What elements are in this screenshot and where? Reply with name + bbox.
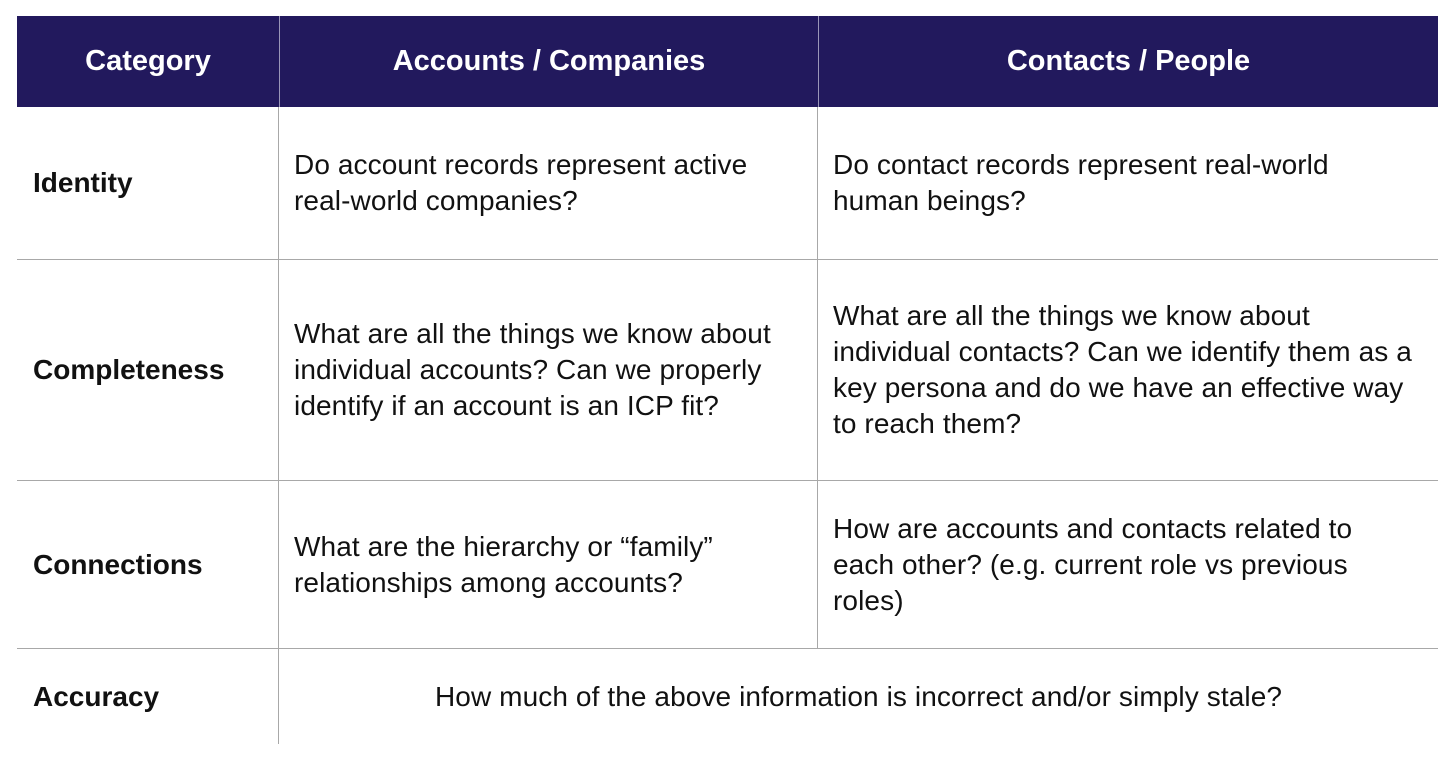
cell-text: What are all the things we know about individual accounts? Can we properly identify if an account is an ICP fit? — [294, 318, 771, 421]
header-accounts: Accounts / Companies — [279, 16, 818, 107]
cell-text: What are the hierarchy or “family” relationships among accounts? — [294, 530, 713, 598]
row-category-identity: Identity — [17, 107, 279, 260]
header-category: Category — [17, 16, 279, 107]
cell-text: How are accounts and contacts related to each other? (e.g. current role vs previous roles) — [833, 512, 1353, 616]
cell-connections-contacts — [818, 481, 1438, 649]
cell-accuracy-merged: How much of the above information is incorrect and/or simply stale? — [434, 680, 1283, 712]
cell-identity-accounts — [279, 107, 818, 260]
data-quality-table — [17, 16, 1438, 744]
cell-connections-accounts — [279, 481, 818, 649]
cell-completeness-contacts — [818, 260, 1438, 481]
cell-text: Do account records represent active real-world companies? — [294, 149, 748, 216]
row-category-connections: Connections — [17, 481, 279, 649]
cell-identity-contacts — [818, 107, 1438, 260]
cell-completeness-accounts — [279, 260, 818, 481]
cell-text: What are all the things we know about individual contacts? Can we identify them as a key persona and do we have an effective way to reach them? — [833, 300, 1412, 439]
header-contacts: Contacts / People — [818, 16, 1438, 107]
cell-text: Do contact records represent real-world human beings? — [833, 149, 1329, 216]
row-category-accuracy: Accuracy — [17, 649, 279, 744]
row-category-completeness: Completeness — [17, 260, 279, 481]
